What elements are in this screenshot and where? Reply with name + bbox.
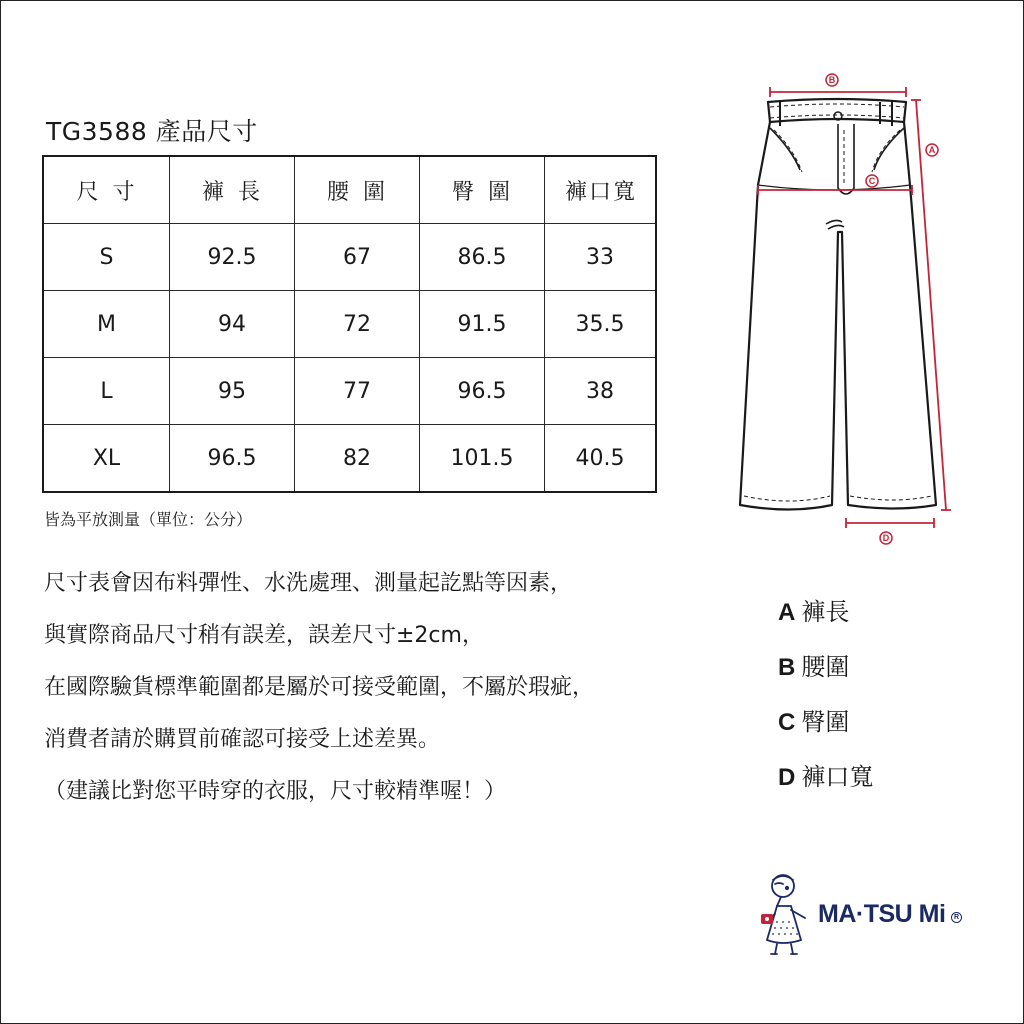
legend-item	[778, 755, 873, 810]
legend-item	[778, 645, 873, 700]
header-size: 尺寸	[43, 156, 170, 224]
hip-cell: 101.5	[420, 425, 545, 493]
disclaimer-line: （建議比對您平時穿的衣服，尺寸較精準喔！）	[44, 779, 507, 804]
hip-cell: 91.5	[420, 291, 545, 358]
measurement-note: 皆為平放測量（單位：公分）	[44, 510, 253, 529]
header-waist: 腰圍	[295, 156, 420, 224]
legend-label: 臀圍	[801, 708, 850, 736]
measurement-legend	[778, 590, 873, 810]
legend-item	[778, 590, 873, 645]
size-cell: S	[43, 224, 170, 291]
hip-cell: 96.5	[420, 358, 545, 425]
header-hem-width: 褲口寬	[545, 156, 657, 224]
waist-cell: 67	[295, 224, 420, 291]
marker-a: A	[928, 145, 936, 155]
size-table	[42, 155, 657, 493]
marker-c: C	[868, 176, 876, 186]
hip-cell: 86.5	[420, 224, 545, 291]
legend-label: 褲口寬	[801, 763, 874, 791]
marker-b: B	[828, 75, 836, 85]
disclaimer-paragraph	[44, 558, 594, 818]
size-cell: XL	[43, 425, 170, 493]
table-row	[43, 224, 656, 291]
waist-cell: 82	[295, 425, 420, 493]
hem-cell: 33	[545, 224, 657, 291]
hem-cell: 35.5	[545, 291, 657, 358]
legend-item	[778, 700, 873, 755]
legend-key: D	[778, 764, 796, 791]
length-cell: 92.5	[170, 224, 295, 291]
table-header-row	[43, 156, 656, 224]
waist-cell: 72	[295, 291, 420, 358]
disclaimer-line: 消費者請於購買前確認可接受上述差異。	[44, 727, 441, 752]
disclaimer-line: 尺寸表會因布料彈性、水洗處理、測量起訖點等因素，	[44, 571, 573, 596]
length-cell: 95	[170, 358, 295, 425]
disclaimer-line: 與實際商品尺寸稍有誤差，誤差尺寸±2cm，	[44, 623, 484, 648]
waist-cell: 77	[295, 358, 420, 425]
pants-outline	[740, 99, 936, 510]
legend-key: C	[778, 709, 796, 736]
legend-key: A	[778, 599, 796, 626]
marker-d: D	[882, 533, 890, 543]
pants-diagram	[720, 70, 960, 550]
legend-label: 腰圍	[801, 653, 850, 681]
header-length: 褲長	[170, 156, 295, 224]
table-row	[43, 358, 656, 425]
hem-cell: 40.5	[545, 425, 657, 493]
length-cell: 94	[170, 291, 295, 358]
hem-cell: 38	[545, 358, 657, 425]
brand-name: MA·TSU Mi	[818, 900, 946, 928]
disclaimer-line: 在國際驗貨標準範圍都是屬於可接受範圍，不屬於瑕疵，	[44, 675, 595, 700]
legend-key: B	[778, 654, 796, 681]
product-title: TG3588 產品尺寸	[46, 117, 258, 146]
table-row	[43, 425, 656, 493]
size-cell: L	[43, 358, 170, 425]
length-cell: 96.5	[170, 425, 295, 493]
brand-mascot-icon	[755, 870, 817, 960]
size-cell: M	[43, 291, 170, 358]
header-hip: 臀圍	[420, 156, 545, 224]
legend-label: 褲長	[801, 598, 850, 626]
table-row	[43, 291, 656, 358]
registered-mark: R	[951, 912, 962, 923]
